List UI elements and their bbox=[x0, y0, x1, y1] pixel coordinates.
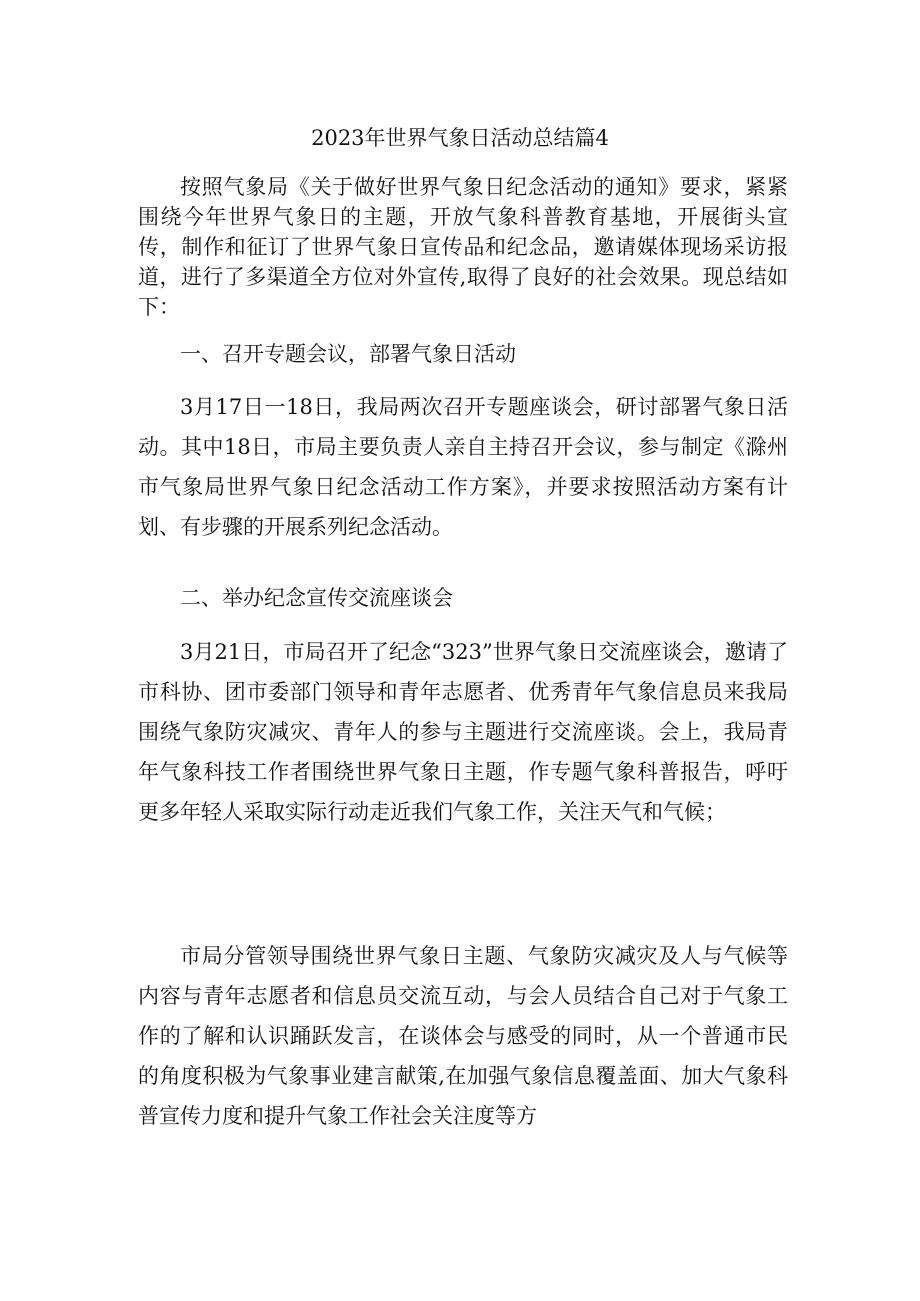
section-1-paragraph: 3月17日一18日，我局两次召开专题座谈会，研讨部署气象日活动。其中18日，市局主要负责人亲自主持召开会议，参与制定《滁州市气象局世界气象日纪念活动工作方案》，并要求按照活动方案有计划、有步骤的开展系列纪念活动。 bbox=[138, 395, 788, 539]
section-2-paragraph-2: 市局分管领导围绕世界气象日主题、气象防灾减灾及人与气候等内容与青年志愿者和信息员交流互动，与会人员结合自己对于气象工作的了解和认识踊跃发言，在谈体会与感受的同时，从一个普通市民的角度积极为气象事业建言献策,在加强气象信息覆盖面、加大气象科普宣传力度和提升气象工作社会关注度等方 bbox=[138, 944, 788, 1128]
section-2-paragraph-1: 3月21日，市局召开了纪念“323”世界气象日交流座谈会，邀请了市科协、团市委部门领导和青年志愿者、优秀青年气象信息员来我局围绕气象防灾减灾、青年人的参与主题进行交流座谈。会上，我局青年气象科技工作者围绕世界气象日主题，作专题气象科普报告，呼吁更多年轻人采取实际行动走近我们气象工作，关注天气和气候； bbox=[138, 640, 788, 824]
document-title: 2023年世界气象日活动总结篇4 bbox=[311, 126, 609, 150]
intro-paragraph: 按照气象局《关于做好世界气象日纪念活动的通知》要求，紧紧围绕今年世界气象日的主题，开放气象科普教育基地，开展街头宣传，制作和征订了世界气象日宣传品和纪念品，邀请媒体现场采访报道，进行了多渠道全方位对外宣传,取得了良好的社会效果。现总结如下： bbox=[138, 175, 788, 319]
section-1-heading: 一、召开专题会议，部署气象日活动 bbox=[180, 342, 516, 366]
section-2-heading: 二、举办纪念宣传交流座谈会 bbox=[180, 586, 453, 610]
